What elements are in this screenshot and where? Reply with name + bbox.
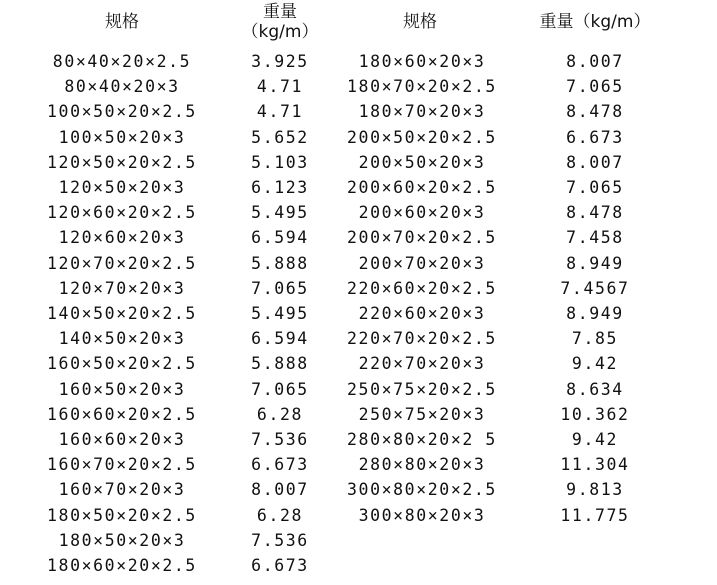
weight-cell: 7.065 bbox=[251, 278, 309, 298]
weight-cell: 6.673 bbox=[566, 127, 624, 147]
weight-cell: 7.536 bbox=[251, 430, 309, 449]
weight-cell: 7.458 bbox=[566, 228, 624, 248]
spec-cell: 200×50×20×3 bbox=[358, 152, 486, 172]
weight-cell: 8.949 bbox=[566, 253, 624, 273]
weight-cell: 8.007 bbox=[566, 152, 624, 172]
spec-cell: 120×60×20×2.5 bbox=[47, 203, 197, 223]
weight-cell: 7.065 bbox=[566, 178, 624, 197]
weight-cell: 8.634 bbox=[566, 379, 624, 399]
spec-cell: 250×75×20×3 bbox=[358, 404, 486, 424]
spec-cell: 180×50×20×2.5 bbox=[47, 505, 197, 525]
spec-cell: 200×60×20×2.5 bbox=[347, 178, 497, 197]
spec-cell: 250×75×20×2.5 bbox=[347, 379, 497, 399]
weight-cell: 5.888 bbox=[251, 253, 309, 273]
header-weight-left-label: 重量 bbox=[263, 2, 297, 22]
spec-cell: 180×50×20×3 bbox=[58, 530, 186, 550]
spec-cell: 120×60×20×3 bbox=[58, 228, 186, 248]
spec-cell: 220×60×20×2.5 bbox=[347, 278, 497, 298]
weight-cell: 5.103 bbox=[251, 152, 309, 172]
spec-cell: 180×60×20×3 bbox=[358, 52, 486, 71]
spec-cell: 300×80×20×3 bbox=[358, 505, 486, 525]
weight-cell: 5.888 bbox=[251, 354, 309, 374]
spec-cell: 120×50×20×3 bbox=[58, 178, 186, 197]
spec-cell: 160×70×20×2.5 bbox=[47, 455, 197, 475]
weight-cell: 6.673 bbox=[251, 455, 309, 475]
weight-cell: 8.007 bbox=[566, 52, 624, 71]
spec-cell: 120×70×20×3 bbox=[58, 278, 186, 298]
weight-cell: 6.673 bbox=[251, 556, 309, 575]
weight-cell: 11.775 bbox=[560, 505, 630, 525]
header-spec-left: 规格 bbox=[105, 12, 139, 32]
spec-cell: 120×70×20×2.5 bbox=[47, 253, 197, 273]
spec-cell: 100×50×20×2.5 bbox=[47, 102, 197, 122]
weight-cell: 8.478 bbox=[566, 102, 624, 122]
spec-cell: 80×40×20×3 bbox=[64, 77, 180, 97]
spec-cell: 120×50×20×2.5 bbox=[47, 152, 197, 172]
spec-cell: 160×50×20×2.5 bbox=[47, 354, 197, 374]
weight-cell: 6.28 bbox=[256, 404, 304, 424]
spec-cell: 220×70×20×2.5 bbox=[347, 329, 497, 349]
weight-cell: 4.71 bbox=[256, 102, 304, 122]
weight-cell: 7.4567 bbox=[560, 278, 630, 298]
weight-cell: 3.925 bbox=[251, 52, 309, 71]
weight-cell: 9.42 bbox=[571, 354, 619, 374]
weight-cell: 9.813 bbox=[566, 480, 624, 500]
weight-cell: 10.362 bbox=[560, 404, 630, 424]
spec-cell: 160×50×20×3 bbox=[58, 379, 186, 399]
weight-cell: 8.478 bbox=[566, 203, 624, 223]
spec-cell: 200×70×20×3 bbox=[358, 253, 486, 273]
spec-cell: 160×60×20×3 bbox=[58, 430, 186, 449]
header-weight-left-unit: （kg/m） bbox=[241, 22, 319, 42]
weight-cell: 5.495 bbox=[251, 304, 309, 323]
weight-cell: 7.536 bbox=[251, 530, 309, 550]
spec-cell: 280×80×20×2 5 bbox=[347, 430, 497, 449]
spec-cell: 100×50×20×3 bbox=[58, 127, 186, 147]
spec-cell: 140×50×20×2.5 bbox=[47, 304, 197, 323]
header-weight-left bbox=[230, 2, 330, 42]
header-weight-right: 重量（kg/m） bbox=[539, 12, 651, 32]
weight-cell: 6.28 bbox=[256, 505, 304, 525]
spec-cell: 180×70×20×3 bbox=[358, 102, 486, 122]
weight-cell: 6.594 bbox=[251, 329, 309, 349]
spec-cell: 160×70×20×3 bbox=[58, 480, 186, 500]
weight-cell: 8.007 bbox=[251, 480, 309, 500]
weight-cell: 4.71 bbox=[256, 77, 304, 97]
weight-cell: 8.949 bbox=[566, 304, 624, 323]
weight-cell: 7.065 bbox=[566, 77, 624, 97]
spec-cell: 140×50×20×3 bbox=[58, 329, 186, 349]
weight-cell: 9.42 bbox=[571, 430, 619, 449]
spec-cell: 180×70×20×2.5 bbox=[347, 77, 497, 97]
spec-cell: 200×50×20×2.5 bbox=[347, 127, 497, 147]
spec-cell: 280×80×20×3 bbox=[358, 455, 486, 475]
spec-cell: 80×40×20×2.5 bbox=[52, 52, 192, 71]
weight-cell: 7.065 bbox=[251, 379, 309, 399]
spec-cell: 160×60×20×2.5 bbox=[47, 404, 197, 424]
weight-cell: 6.594 bbox=[251, 228, 309, 248]
spec-cell: 300×80×20×2.5 bbox=[347, 480, 497, 500]
spec-cell: 180×60×20×2.5 bbox=[47, 556, 197, 575]
weight-cell: 11.304 bbox=[560, 455, 630, 475]
spec-cell: 220×60×20×3 bbox=[358, 304, 486, 323]
spec-cell: 200×60×20×3 bbox=[358, 203, 486, 223]
header-spec-right: 规格 bbox=[403, 12, 437, 32]
spec-cell: 220×70×20×3 bbox=[358, 354, 486, 374]
weight-cell: 5.495 bbox=[251, 203, 309, 223]
spec-cell: 200×70×20×2.5 bbox=[347, 228, 497, 248]
weight-cell: 6.123 bbox=[251, 178, 309, 197]
weight-cell: 5.652 bbox=[251, 127, 309, 147]
weight-cell: 7.85 bbox=[571, 329, 619, 349]
